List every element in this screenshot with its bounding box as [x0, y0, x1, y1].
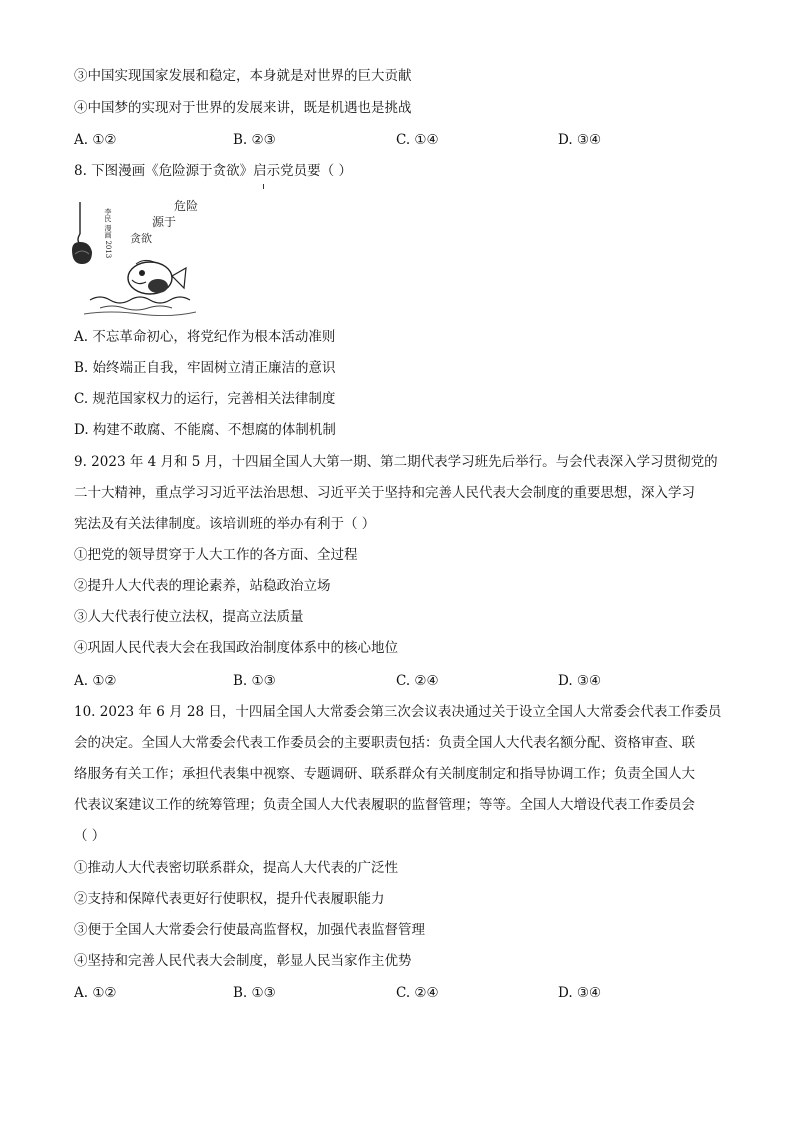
q8-option-d: D. 构建不敢腐、不能腐、不想腐的体制机制 [74, 422, 336, 438]
q9-statement-2: ②提升人大代表的理论素养，站稳政治立场 [74, 578, 331, 594]
statement-3: ③中国实现国家发展和稳定，本身就是对世界的巨大贡献 [74, 68, 412, 84]
q9-statement-3: ③人大代表行使立法权，提高立法质量 [74, 609, 304, 625]
q10-statement-3: ③便于全国人大常委会行使最高监督权，加强代表监督管理 [74, 922, 425, 938]
cartoon-signature: 李民 漫画 2013 [104, 208, 112, 259]
q10-stem-line-3: 络服务有关工作；承担代表集中视察、专题调研、联系群众有关制度制定和指导协调工作；负责全国人大 [74, 766, 695, 782]
q7-option-a: A. ①② [74, 132, 117, 148]
q8-option-c: C. 规范国家权力的运行，完善相关法律制度 [74, 391, 336, 407]
q9-option-c: C. ②④ [396, 673, 439, 689]
cartoon-label-greed: 贪欲 [130, 232, 152, 245]
q10-option-a: A. ①② [74, 985, 117, 1001]
q9-option-b: B. ①③ [233, 673, 276, 689]
q10-stem-line-5: （ ） [74, 828, 106, 844]
q8-option-a: A. 不忘革命初心，将党纪作为根本活动准则 [74, 329, 336, 345]
q9-statement-4: ④巩固人民代表大会在我国政治制度体系中的核心地位 [74, 640, 398, 656]
q7-option-c: C. ①④ [396, 132, 439, 148]
q9-option-d: D. ③④ [558, 673, 602, 689]
q9-stem-line-3: 宪法及有关法律制度。该培训班的举办有利于（ ） [74, 516, 376, 532]
q7-option-d: D. ③④ [558, 132, 602, 148]
q10-option-c: C. ②④ [396, 985, 439, 1001]
q9-stem-line-1: 9. 2023 年 4 月和 5 月，十四届全国人大第一期、第二期代表学习班先后举行。与会代表深入学习贯彻党的 [74, 454, 718, 470]
q10-option-d: D. ③④ [558, 985, 602, 1001]
q9-stem-line-2: 二十大精神，重点学习习近平法治思想、习近平关于坚持和完善人民代表大会制度的重要思想，深入学习 [74, 485, 695, 501]
q9-option-a: A. ①② [74, 673, 117, 689]
cartoon-illustration [70, 196, 200, 320]
q10-option-b: B. ①③ [233, 985, 276, 1001]
statement-4: ④中国梦的实现对于世界的发展来讲，既是机遇也是挑战 [74, 100, 412, 116]
cartoon-label-danger: 危险 [174, 199, 199, 213]
cartoon-label-origin: 源于 [152, 215, 177, 229]
q10-stem-line-4: 代表议案建议工作的统筹管理；负责全国人大代表履职的监督管理；等等。全国人大增设代表工作委员会 [74, 797, 695, 813]
q10-statement-4: ④坚持和完善人民代表大会制度，彰显人民当家作主优势 [74, 953, 412, 969]
q10-statement-2: ②支持和保障代表更好行使职权，提升代表履职能力 [74, 891, 385, 907]
q8-stem: 8. 下图漫画《危险源于贪欲》启示党员要（ ） [74, 163, 352, 179]
q10-stem-line-1: 10. 2023 年 6 月 28 日，十四届全国人大常委会第三次会议表决通过关于设立全国人大常委会代表工作委员 [74, 704, 722, 720]
q8-option-b: B. 始终端正自我，牢固树立清正廉洁的意识 [74, 360, 336, 376]
stray-mark [263, 184, 264, 189]
q9-statement-1: ①把党的领导贯穿于人大工作的各方面、全过程 [74, 547, 358, 563]
q10-statement-1: ①推动人大代表密切联系群众，提高人大代表的广泛性 [74, 860, 398, 876]
q7-option-b: B. ②③ [233, 132, 276, 148]
q10-stem-line-2: 会的决定。全国人大常委会代表工作委员会的主要职责包括：负责全国人大代表名额分配、资格审查、联 [74, 735, 695, 751]
